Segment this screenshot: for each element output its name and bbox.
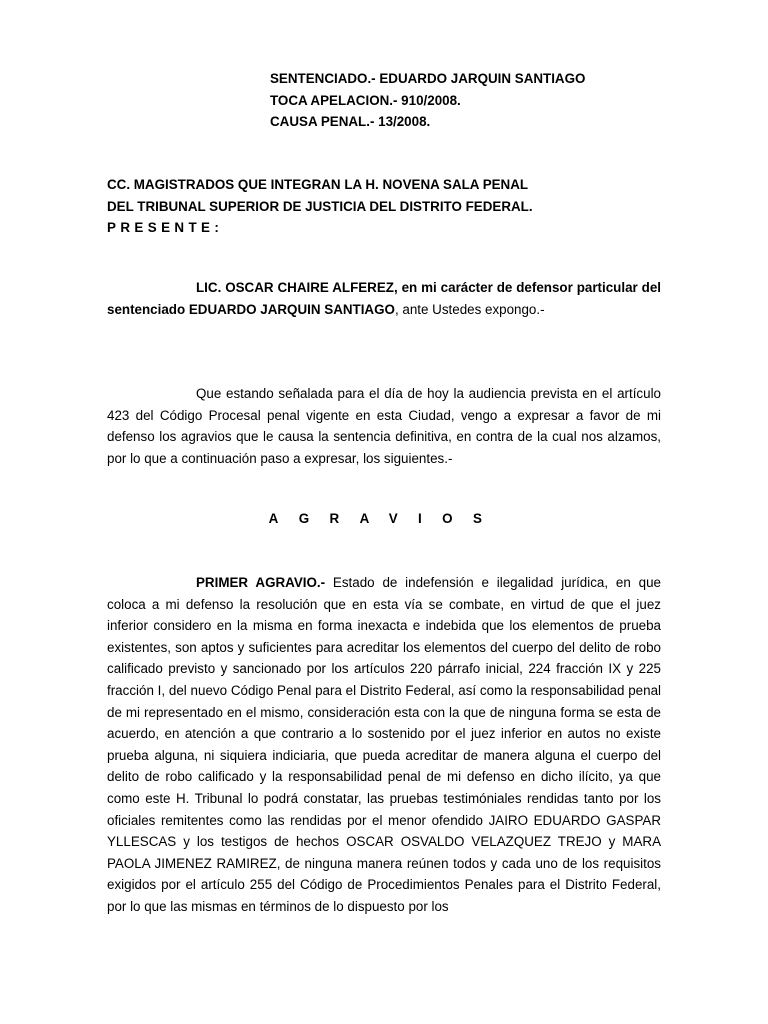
primer-agravio-label: PRIMER AGRAVIO.- xyxy=(196,575,326,590)
intro-bold-text: LIC. OSCAR CHAIRE ALFEREZ, en mi carácter de defensor particular del sentenciado EDUARDO JARQUIN SANTIAGO xyxy=(107,280,661,317)
agravios-heading: AGRAVIOS xyxy=(268,511,503,526)
intro-paragraph xyxy=(107,277,661,320)
presente-line: PRESENTE: xyxy=(107,220,224,235)
sentenciado-line: SENTENCIADO.- EDUARDO JARQUIN SANTIAGO xyxy=(270,71,586,86)
addressee-block xyxy=(107,174,533,239)
case-header xyxy=(270,68,585,133)
intro-rest-text: , ante Ustedes expongo.- xyxy=(394,301,545,317)
primer-agravio-paragraph xyxy=(107,572,661,918)
primer-agravio-text: Estado de indefensión e ilegalidad jurídica, en que coloca a mi defenso la resolución que en esta vía se combate, en virtud de que el juez inferior considero en la misma en forma inexacta e indebida que los elementos de prueba existentes, son aptos y suficientes para acreditar los elementos del cuerpo del delito de robo calificado previsto y sancionado por los artículos 220 párrafo inicial, 224 fracción IX y 225 fracción I, del nuevo Código Penal para el Distrito Federal, así como la responsabilidad penal de mi representado en el mismo, consideración esta con la que de ninguna forma se esta de acuerdo, en atención a que contrario a lo sostenido por el juez inferior en autos no existe prueba alguna, ni siquiera indiciaria, que pueda acreditar de manera alguna el cuerpo del delito de robo calificado y la responsabilidad penal de mi defenso en dicho ilícito, ya que como este H. Tribunal lo podrá constatar, las pruebas testimóniales rendidas tanto por los oficiales remitentes como las rendidas por el menor ofendido JAIRO EDUARDO GASPAR YLLESCAS y los testigos de hechos OSCAR OSVALDO VELAZQUEZ TREJO y MARA PAOLA JIMENEZ RAMIREZ, de ninguna manera reúnen todos y cada uno de los requisitos exigidos por el artículo 255 del Código de Procedimientos Penales para el Distrito Federal, por lo que las mismas en términos de lo dispuesto por los xyxy=(107,575,661,914)
toca-line: TOCA APELACION.- 910/2008. xyxy=(270,92,461,108)
statement-paragraph xyxy=(107,383,661,469)
addressee-line-1: CC. MAGISTRADOS QUE INTEGRAN LA H. NOVENA SALA PENAL xyxy=(107,177,529,192)
addressee-line-2: DEL TRIBUNAL SUPERIOR DE JUSTICIA DEL DISTRITO FEDERAL. xyxy=(107,198,533,214)
causa-line: CAUSA PENAL.- 13/2008. xyxy=(270,114,431,129)
statement-text: Que estando señalada para el día de hoy la audiencia prevista en el artículo 423 del Código Procesal penal vigente en esta Ciudad, vengo a expresar a favor de mi defenso los agravios que le causa la sentencia definitiva, en contra de la cual nos alzamos, por lo que a continuación paso a expresar, los siguientes.- xyxy=(107,386,661,466)
